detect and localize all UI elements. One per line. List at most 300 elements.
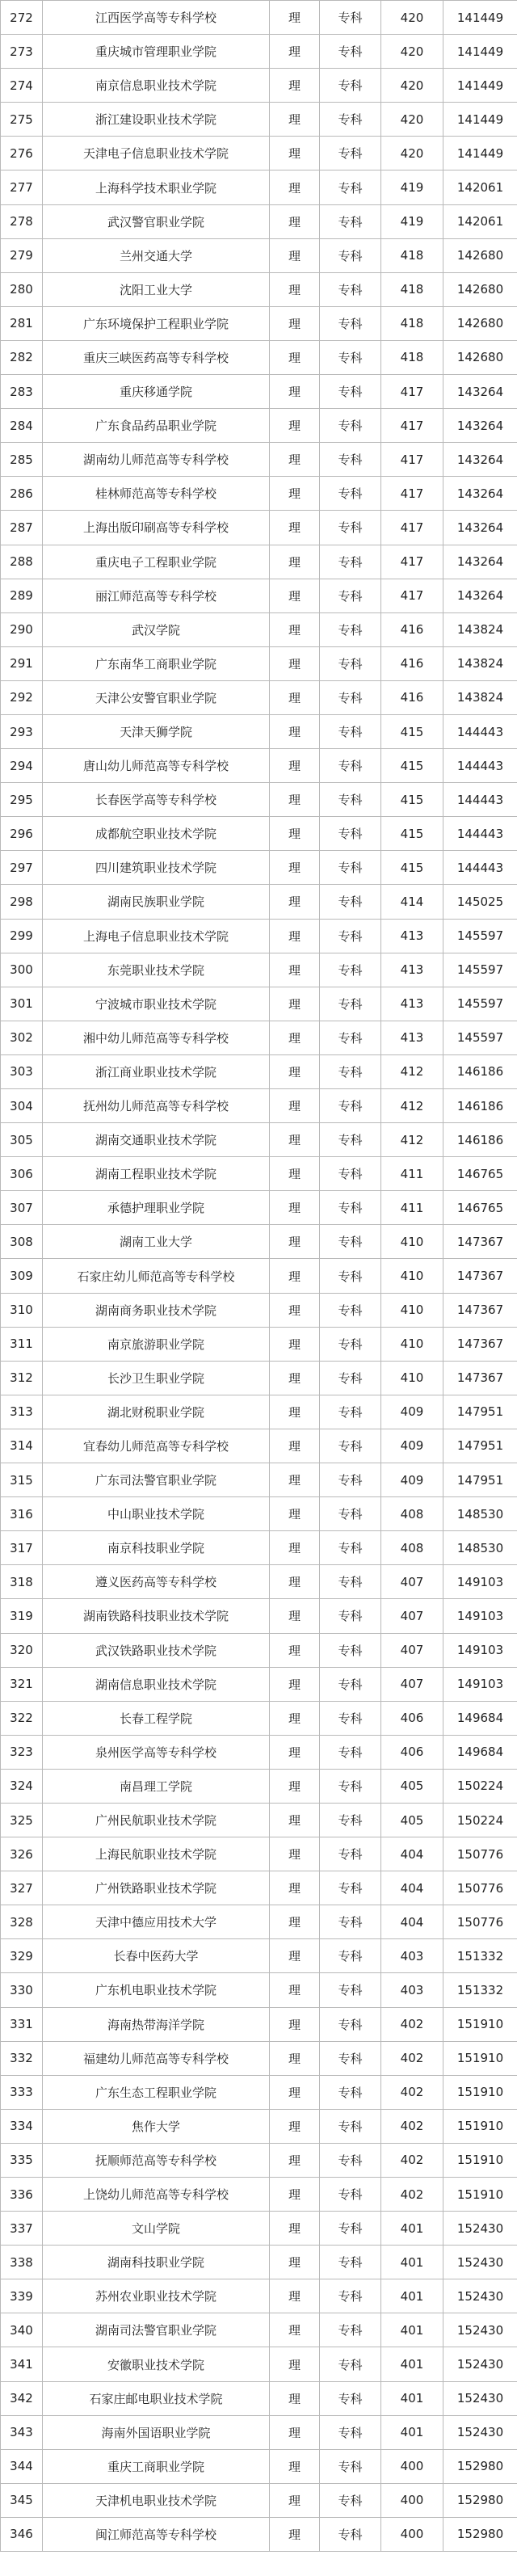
position-cell: 150776 <box>443 1905 517 1939</box>
score-cell: 415 <box>381 817 443 851</box>
score-cell: 402 <box>381 2143 443 2177</box>
subject-cell: 理 <box>270 1905 320 1939</box>
school-name-cell: 长春工程学院 <box>43 1701 270 1735</box>
position-cell: 150224 <box>443 1803 517 1837</box>
table-row <box>1 1565 517 1599</box>
subject-cell: 理 <box>270 170 320 204</box>
school-name-cell: 石家庄邮电职业技术学院 <box>43 2381 270 2415</box>
subject-cell: 理 <box>270 1361 320 1395</box>
school-name-cell: 四川建筑职业技术学院 <box>43 851 270 885</box>
table-row <box>1 2143 517 2177</box>
rank-cell: 298 <box>1 885 43 919</box>
level-cell: 专科 <box>320 69 381 103</box>
table-row <box>1 2007 517 2041</box>
table-row <box>1 2075 517 2109</box>
rank-cell: 310 <box>1 1293 43 1327</box>
school-name-cell: 焦作大学 <box>43 2109 270 2143</box>
school-name-cell: 承德护理职业学院 <box>43 1191 270 1225</box>
school-name-cell: 遵义医药高等专科学校 <box>43 1565 270 1599</box>
rank-cell: 323 <box>1 1735 43 1769</box>
rank-cell: 295 <box>1 783 43 817</box>
level-cell: 专科 <box>320 306 381 340</box>
level-cell: 专科 <box>320 1769 381 1803</box>
rank-cell: 277 <box>1 170 43 204</box>
rank-cell: 346 <box>1 2517 43 2551</box>
level-cell: 专科 <box>320 170 381 204</box>
level-cell: 专科 <box>320 511 381 545</box>
school-name-cell: 湖南商务职业技术学院 <box>43 1293 270 1327</box>
table-row <box>1 646 517 680</box>
rank-cell: 325 <box>1 1803 43 1837</box>
rank-cell: 307 <box>1 1191 43 1225</box>
score-cell: 405 <box>381 1769 443 1803</box>
level-cell: 专科 <box>320 680 381 714</box>
table-row <box>1 1905 517 1939</box>
level-cell: 专科 <box>320 1463 381 1497</box>
rank-cell: 311 <box>1 1327 43 1361</box>
rank-cell: 289 <box>1 579 43 612</box>
subject-cell: 理 <box>270 1021 320 1054</box>
table-row <box>1 204 517 238</box>
score-cell: 410 <box>381 1259 443 1293</box>
level-cell: 专科 <box>320 2178 381 2212</box>
position-cell: 152430 <box>443 2246 517 2279</box>
subject-cell: 理 <box>270 340 320 374</box>
score-cell: 406 <box>381 1701 443 1735</box>
subject-cell: 理 <box>270 1293 320 1327</box>
rank-cell: 291 <box>1 646 43 680</box>
position-cell: 145597 <box>443 919 517 953</box>
table-row <box>1 579 517 612</box>
school-name-cell: 天津天狮学院 <box>43 714 270 748</box>
subject-cell: 理 <box>270 817 320 851</box>
subject-cell: 理 <box>270 1565 320 1599</box>
rank-cell: 315 <box>1 1463 43 1497</box>
position-cell: 149103 <box>443 1633 517 1667</box>
subject-cell: 理 <box>270 511 320 545</box>
position-cell: 150224 <box>443 1769 517 1803</box>
school-name-cell: 天津机电职业技术学院 <box>43 2483 270 2517</box>
subject-cell: 理 <box>270 714 320 748</box>
subject-cell: 理 <box>270 1803 320 1837</box>
score-cell: 415 <box>381 714 443 748</box>
table-row <box>1 137 517 170</box>
subject-cell: 理 <box>270 137 320 170</box>
table-row <box>1 1871 517 1905</box>
level-cell: 专科 <box>320 1054 381 1088</box>
school-name-cell: 湖南信息职业技术学院 <box>43 1667 270 1701</box>
level-cell: 专科 <box>320 1871 381 1905</box>
score-cell: 420 <box>381 1 443 35</box>
table-row <box>1 170 517 204</box>
table-row <box>1 1327 517 1361</box>
score-cell: 403 <box>381 1939 443 1973</box>
table-row <box>1 1497 517 1531</box>
level-cell: 专科 <box>320 1667 381 1701</box>
rank-cell: 318 <box>1 1565 43 1599</box>
level-cell: 专科 <box>320 35 381 69</box>
rank-cell: 276 <box>1 137 43 170</box>
position-cell: 146186 <box>443 1089 517 1123</box>
level-cell: 专科 <box>320 1939 381 1973</box>
subject-cell: 理 <box>270 443 320 477</box>
position-cell: 152430 <box>443 2212 517 2246</box>
position-cell: 151910 <box>443 2178 517 2212</box>
school-name-cell: 长春医学高等专科学校 <box>43 783 270 817</box>
subject-cell: 理 <box>270 375 320 409</box>
position-cell: 151910 <box>443 2075 517 2109</box>
rank-cell: 331 <box>1 2007 43 2041</box>
subject-cell: 理 <box>270 2143 320 2177</box>
score-cell: 400 <box>381 2483 443 2517</box>
subject-cell: 理 <box>270 2483 320 2517</box>
level-cell: 专科 <box>320 1905 381 1939</box>
subject-cell: 理 <box>270 545 320 579</box>
level-cell: 专科 <box>320 2483 381 2517</box>
subject-cell: 理 <box>270 1939 320 1973</box>
school-name-cell: 天津中德应用技术大学 <box>43 1905 270 1939</box>
school-name-cell: 抚州幼儿师范高等专科学校 <box>43 1089 270 1123</box>
score-cell: 417 <box>381 409 443 443</box>
school-name-cell: 宁波城市职业技术学院 <box>43 987 270 1021</box>
school-name-cell: 湖南司法警官职业学院 <box>43 2313 270 2347</box>
score-cell: 417 <box>381 477 443 511</box>
school-name-cell: 文山学院 <box>43 2212 270 2246</box>
subject-cell: 理 <box>270 2041 320 2075</box>
score-cell: 418 <box>381 306 443 340</box>
position-cell: 143264 <box>443 443 517 477</box>
level-cell: 专科 <box>320 2143 381 2177</box>
score-cell: 412 <box>381 1089 443 1123</box>
subject-cell: 理 <box>270 987 320 1021</box>
subject-cell: 理 <box>270 1463 320 1497</box>
table-row <box>1 1395 517 1429</box>
position-cell: 150776 <box>443 1837 517 1871</box>
table-row <box>1 2279 517 2313</box>
position-cell: 149103 <box>443 1599 517 1633</box>
subject-cell: 理 <box>270 477 320 511</box>
level-cell: 专科 <box>320 885 381 919</box>
rank-cell: 293 <box>1 714 43 748</box>
level-cell: 专科 <box>320 1089 381 1123</box>
subject-cell: 理 <box>270 272 320 306</box>
position-cell: 142061 <box>443 204 517 238</box>
school-name-cell: 长沙卫生职业学院 <box>43 1361 270 1395</box>
school-name-cell: 上海出版印刷高等专科学校 <box>43 511 270 545</box>
level-cell: 专科 <box>320 1293 381 1327</box>
school-name-cell: 湖南民族职业学院 <box>43 885 270 919</box>
rank-cell: 290 <box>1 612 43 646</box>
school-name-cell: 泉州医学高等专科学校 <box>43 1735 270 1769</box>
score-cell: 414 <box>381 885 443 919</box>
score-cell: 420 <box>381 137 443 170</box>
rank-cell: 324 <box>1 1769 43 1803</box>
table-row <box>1 851 517 885</box>
position-cell: 152430 <box>443 2279 517 2313</box>
subject-cell: 理 <box>270 2347 320 2381</box>
level-cell: 专科 <box>320 238 381 272</box>
score-cell: 413 <box>381 919 443 953</box>
rank-cell: 343 <box>1 2415 43 2449</box>
table-row <box>1 1973 517 2007</box>
rank-cell: 300 <box>1 953 43 987</box>
school-name-cell: 上海电子信息职业技术学院 <box>43 919 270 953</box>
level-cell: 专科 <box>320 1531 381 1565</box>
score-cell: 400 <box>381 2449 443 2483</box>
score-cell: 413 <box>381 1021 443 1054</box>
school-name-cell: 宜春幼儿师范高等专科学校 <box>43 1429 270 1463</box>
school-name-cell: 南京信息职业技术学院 <box>43 69 270 103</box>
school-name-cell: 武汉学院 <box>43 612 270 646</box>
position-cell: 152430 <box>443 2347 517 2381</box>
table-row <box>1 1939 517 1973</box>
rank-cell: 285 <box>1 443 43 477</box>
level-cell: 专科 <box>320 2415 381 2449</box>
rank-cell: 308 <box>1 1225 43 1259</box>
level-cell: 专科 <box>320 2007 381 2041</box>
position-cell: 141449 <box>443 1 517 35</box>
position-cell: 152430 <box>443 2313 517 2347</box>
rank-cell: 339 <box>1 2279 43 2313</box>
table-row <box>1 714 517 748</box>
score-cell: 404 <box>381 1905 443 1939</box>
level-cell: 专科 <box>320 375 381 409</box>
table-row <box>1 2449 517 2483</box>
level-cell: 专科 <box>320 2212 381 2246</box>
score-cell: 401 <box>381 2212 443 2246</box>
score-cell: 409 <box>381 1395 443 1429</box>
position-cell: 151910 <box>443 2041 517 2075</box>
position-cell: 147367 <box>443 1293 517 1327</box>
level-cell: 专科 <box>320 272 381 306</box>
rank-cell: 272 <box>1 1 43 35</box>
table-row <box>1 1429 517 1463</box>
subject-cell: 理 <box>270 1395 320 1429</box>
rank-cell: 335 <box>1 2143 43 2177</box>
school-name-cell: 东莞职业技术学院 <box>43 953 270 987</box>
rank-cell: 296 <box>1 817 43 851</box>
rank-cell: 329 <box>1 1939 43 1973</box>
score-cell: 417 <box>381 511 443 545</box>
position-cell: 151910 <box>443 2007 517 2041</box>
position-cell: 143264 <box>443 375 517 409</box>
subject-cell: 理 <box>270 1123 320 1157</box>
school-name-cell: 南京旅游职业学院 <box>43 1327 270 1361</box>
table-row <box>1 2109 517 2143</box>
rank-cell: 305 <box>1 1123 43 1157</box>
table-row <box>1 1021 517 1054</box>
school-name-cell: 湖南工业大学 <box>43 1225 270 1259</box>
rank-cell: 317 <box>1 1531 43 1565</box>
score-cell: 401 <box>381 2279 443 2313</box>
table-row <box>1 1735 517 1769</box>
rank-cell: 327 <box>1 1871 43 1905</box>
rank-cell: 320 <box>1 1633 43 1667</box>
rank-cell: 299 <box>1 919 43 953</box>
level-cell: 专科 <box>320 1803 381 1837</box>
school-name-cell: 广东环境保护工程职业学院 <box>43 306 270 340</box>
position-cell: 147367 <box>443 1225 517 1259</box>
rank-cell: 342 <box>1 2381 43 2415</box>
level-cell: 专科 <box>320 1973 381 2007</box>
rank-cell: 279 <box>1 238 43 272</box>
level-cell: 专科 <box>320 103 381 137</box>
rank-cell: 301 <box>1 987 43 1021</box>
level-cell: 专科 <box>320 1191 381 1225</box>
table-row <box>1 749 517 783</box>
position-cell: 141449 <box>443 137 517 170</box>
subject-cell: 理 <box>270 1973 320 2007</box>
level-cell: 专科 <box>320 749 381 783</box>
position-cell: 143824 <box>443 612 517 646</box>
table-row <box>1 511 517 545</box>
table-row <box>1 1054 517 1088</box>
score-cell: 420 <box>381 103 443 137</box>
score-cell: 401 <box>381 2313 443 2347</box>
table-row <box>1 1123 517 1157</box>
table-row <box>1 953 517 987</box>
school-name-cell: 长春中医药大学 <box>43 1939 270 1973</box>
level-cell: 专科 <box>320 1361 381 1395</box>
score-cell: 410 <box>381 1225 443 1259</box>
level-cell: 专科 <box>320 2041 381 2075</box>
position-cell: 152980 <box>443 2517 517 2551</box>
table-row <box>1 2347 517 2381</box>
subject-cell: 理 <box>270 1701 320 1735</box>
position-cell: 147951 <box>443 1463 517 1497</box>
position-cell: 149684 <box>443 1701 517 1735</box>
subject-cell: 理 <box>270 2007 320 2041</box>
rank-cell: 280 <box>1 272 43 306</box>
rank-cell: 336 <box>1 2178 43 2212</box>
table-row <box>1 443 517 477</box>
subject-cell: 理 <box>270 1 320 35</box>
level-cell: 专科 <box>320 1565 381 1599</box>
subject-cell: 理 <box>270 1225 320 1259</box>
table-row <box>1 817 517 851</box>
score-cell: 416 <box>381 646 443 680</box>
subject-cell: 理 <box>270 1633 320 1667</box>
position-cell: 147951 <box>443 1429 517 1463</box>
subject-cell: 理 <box>270 1429 320 1463</box>
table-row <box>1 1 517 35</box>
position-cell: 145025 <box>443 885 517 919</box>
subject-cell: 理 <box>270 2415 320 2449</box>
school-name-cell: 天津公安警官职业学院 <box>43 680 270 714</box>
score-cell: 417 <box>381 443 443 477</box>
position-cell: 143264 <box>443 511 517 545</box>
position-cell: 141449 <box>443 35 517 69</box>
table-row <box>1 2041 517 2075</box>
subject-cell: 理 <box>270 885 320 919</box>
level-cell: 专科 <box>320 2246 381 2279</box>
school-name-cell: 广州铁路职业技术学院 <box>43 1871 270 1905</box>
score-cell: 408 <box>381 1531 443 1565</box>
position-cell: 141449 <box>443 69 517 103</box>
level-cell: 专科 <box>320 1021 381 1054</box>
subject-cell: 理 <box>270 103 320 137</box>
position-cell: 144443 <box>443 749 517 783</box>
rank-cell: 278 <box>1 204 43 238</box>
score-cell: 411 <box>381 1157 443 1191</box>
score-cell: 401 <box>381 2381 443 2415</box>
school-name-cell: 广东食品药品职业学院 <box>43 409 270 443</box>
position-cell: 152980 <box>443 2449 517 2483</box>
level-cell: 专科 <box>320 953 381 987</box>
subject-cell: 理 <box>270 749 320 783</box>
table-row <box>1 409 517 443</box>
table-row <box>1 35 517 69</box>
school-name-cell: 海南外国语职业学院 <box>43 2415 270 2449</box>
rank-cell: 288 <box>1 545 43 579</box>
school-name-cell: 广东司法警官职业学院 <box>43 1463 270 1497</box>
score-cell: 416 <box>381 612 443 646</box>
rank-cell: 303 <box>1 1054 43 1088</box>
rank-cell: 274 <box>1 69 43 103</box>
school-name-cell: 重庆移通学院 <box>43 375 270 409</box>
rank-cell: 334 <box>1 2109 43 2143</box>
score-cell: 415 <box>381 783 443 817</box>
level-cell: 专科 <box>320 443 381 477</box>
rank-cell: 332 <box>1 2041 43 2075</box>
table-row <box>1 1701 517 1735</box>
level-cell: 专科 <box>320 851 381 885</box>
score-cell: 413 <box>381 953 443 987</box>
rank-cell: 328 <box>1 1905 43 1939</box>
position-cell: 145597 <box>443 953 517 987</box>
position-cell: 149103 <box>443 1565 517 1599</box>
score-cell: 416 <box>381 680 443 714</box>
score-cell: 402 <box>381 2007 443 2041</box>
school-name-cell: 上海科学技术职业学院 <box>43 170 270 204</box>
position-cell: 144443 <box>443 714 517 748</box>
level-cell: 专科 <box>320 2279 381 2313</box>
subject-cell: 理 <box>270 1769 320 1803</box>
table-row <box>1 238 517 272</box>
subject-cell: 理 <box>270 2212 320 2246</box>
position-cell: 143264 <box>443 545 517 579</box>
school-name-cell: 天津电子信息职业技术学院 <box>43 137 270 170</box>
score-cell: 412 <box>381 1054 443 1088</box>
position-cell: 145597 <box>443 987 517 1021</box>
position-cell: 148530 <box>443 1531 517 1565</box>
table-row <box>1 272 517 306</box>
level-cell: 专科 <box>320 2449 381 2483</box>
position-cell: 149103 <box>443 1667 517 1701</box>
school-name-cell: 中山职业技术学院 <box>43 1497 270 1531</box>
subject-cell: 理 <box>270 1735 320 1769</box>
subject-cell: 理 <box>270 409 320 443</box>
score-cell: 408 <box>381 1497 443 1531</box>
table-row <box>1 1293 517 1327</box>
score-cell: 400 <box>381 2517 443 2551</box>
subject-cell: 理 <box>270 204 320 238</box>
school-name-cell: 唐山幼儿师范高等专科学校 <box>43 749 270 783</box>
level-cell: 专科 <box>320 340 381 374</box>
level-cell: 专科 <box>320 545 381 579</box>
subject-cell: 理 <box>270 1531 320 1565</box>
rank-cell: 275 <box>1 103 43 137</box>
position-cell: 143824 <box>443 646 517 680</box>
table-row <box>1 680 517 714</box>
table-row <box>1 1837 517 1871</box>
table-body <box>1 1 517 2552</box>
subject-cell: 理 <box>270 2279 320 2313</box>
school-name-cell: 湖南科技职业学院 <box>43 2246 270 2279</box>
score-cell: 411 <box>381 1191 443 1225</box>
subject-cell: 理 <box>270 2075 320 2109</box>
table-row <box>1 2178 517 2212</box>
